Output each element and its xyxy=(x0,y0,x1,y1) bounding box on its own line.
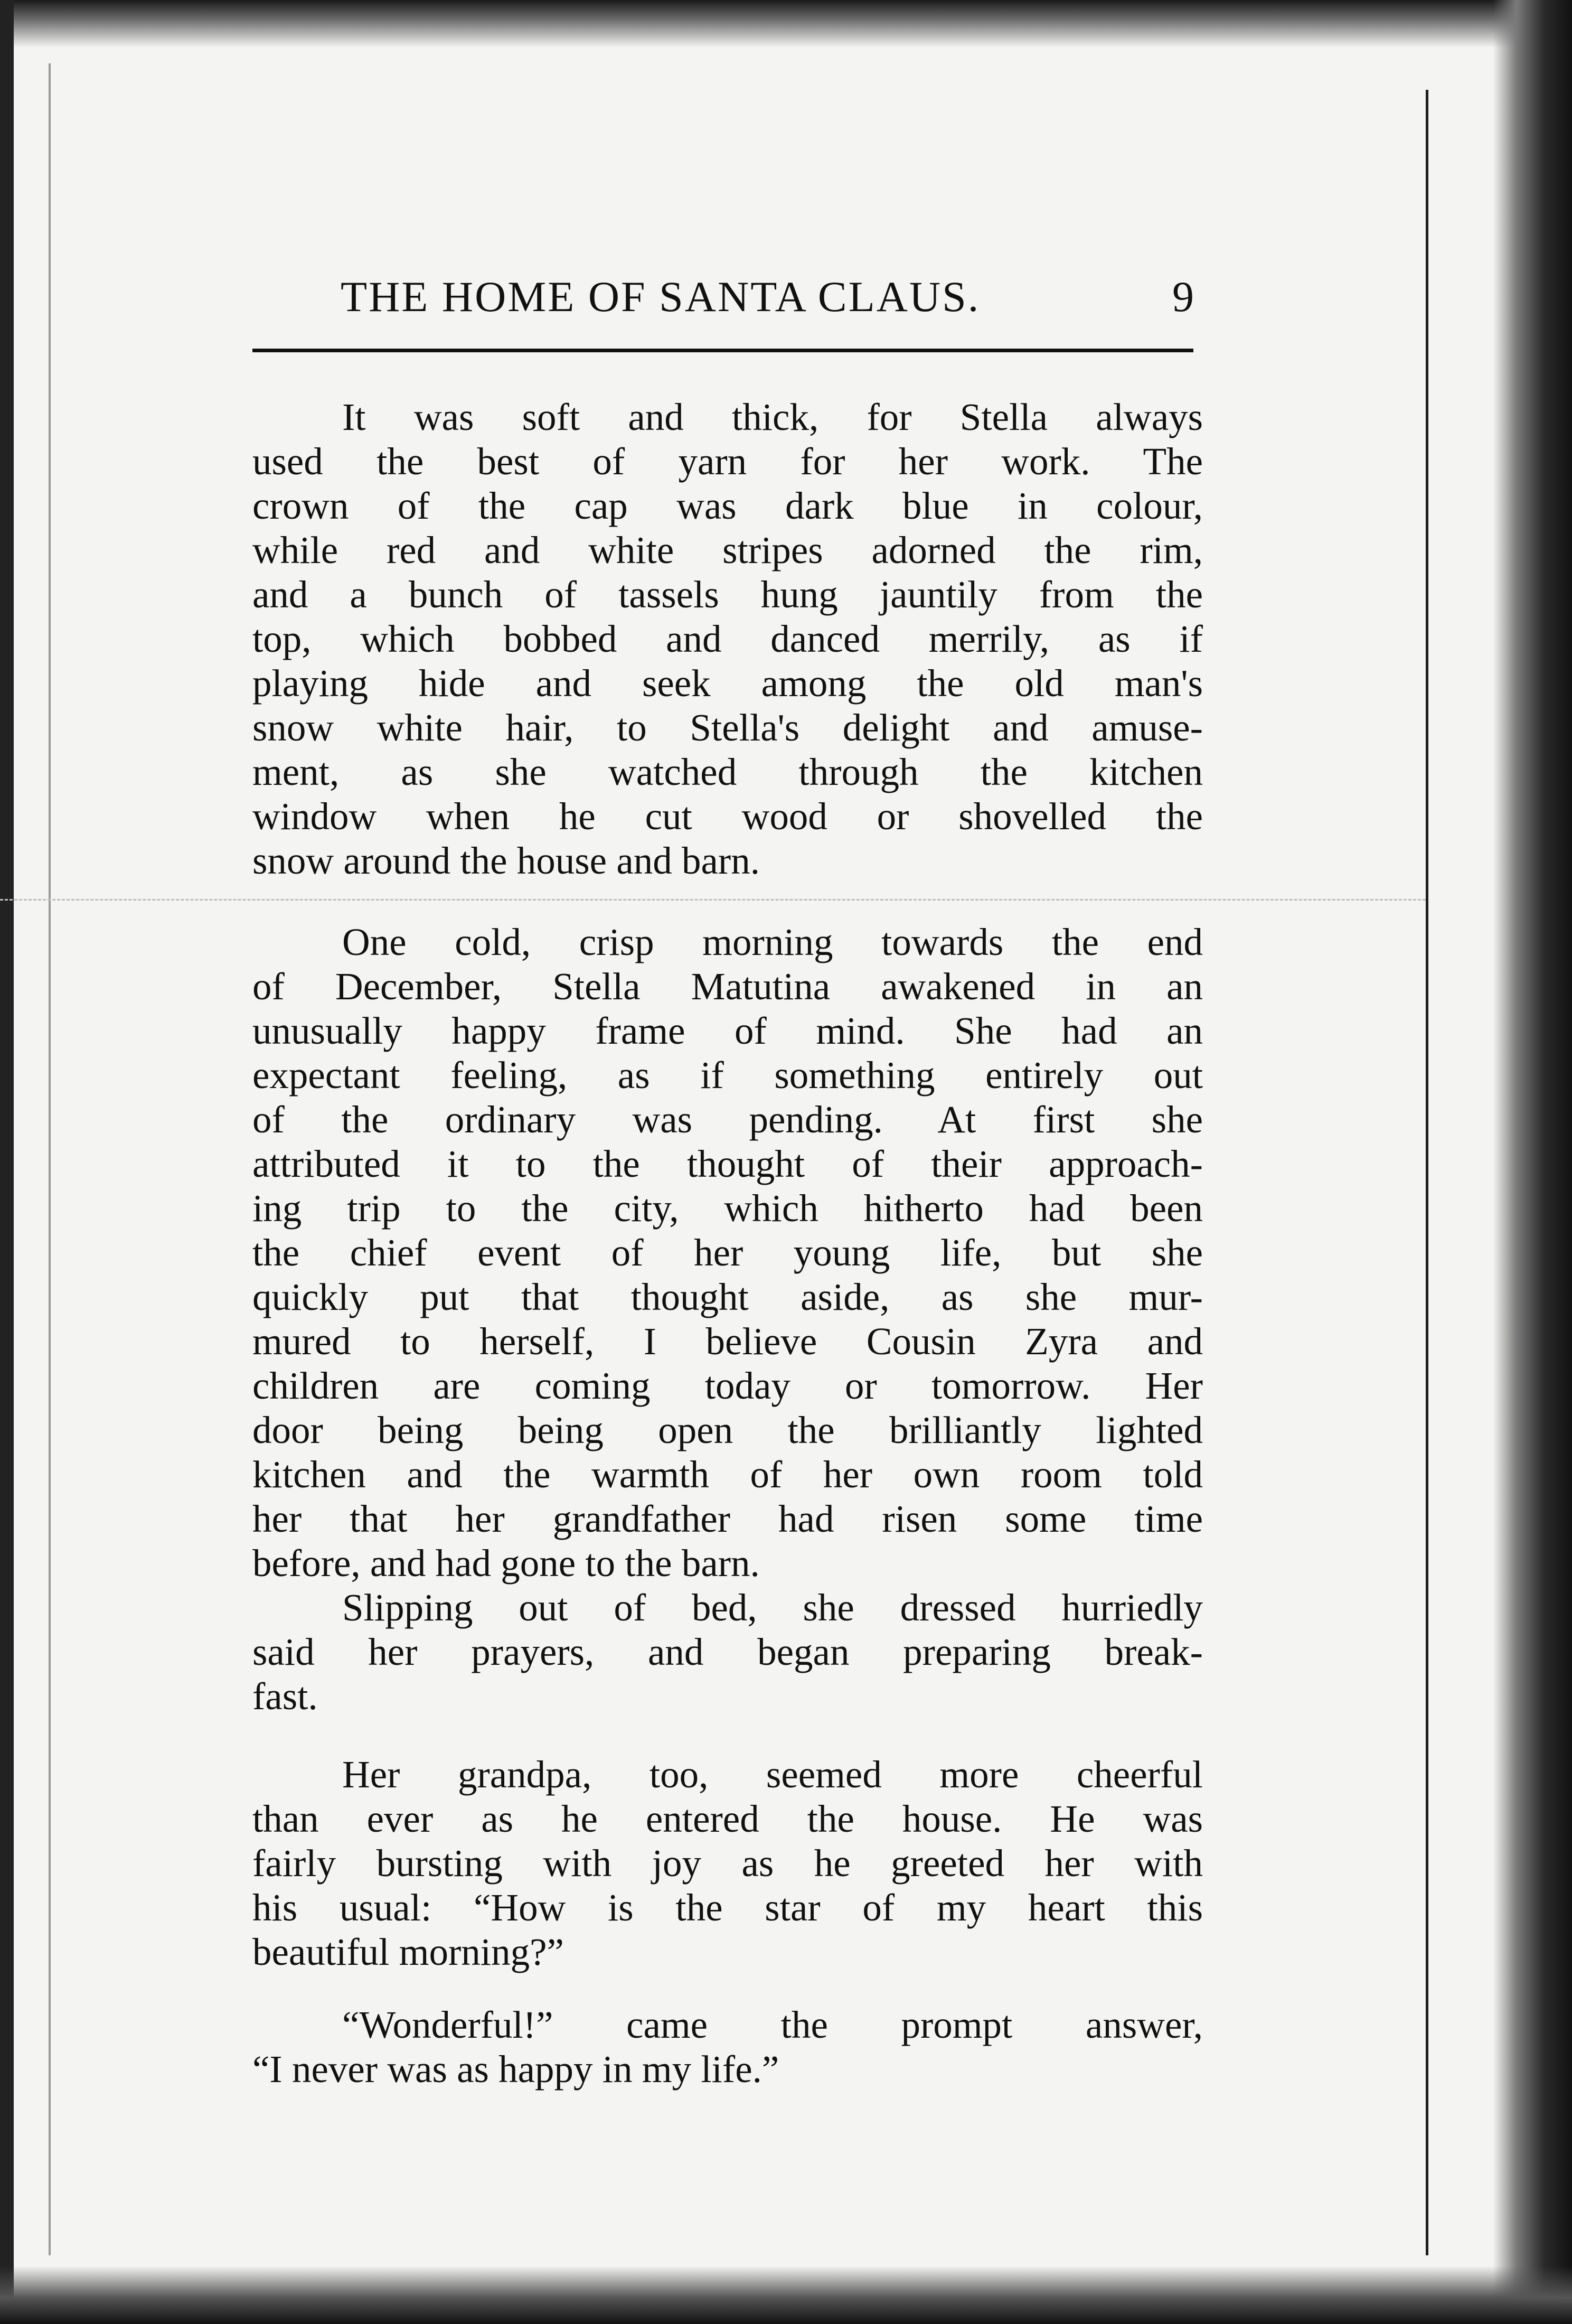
paragraph-4 xyxy=(252,1753,1203,1974)
text-line: “Wonderful!” came the prompt answer, xyxy=(342,2003,1203,2046)
text-line: door being being open the brilliantly lighted xyxy=(252,1409,1203,1451)
scan-edge-top xyxy=(0,0,1572,48)
header-rule xyxy=(252,349,1193,352)
text-line: mured to herself, I believe Cousin Zyra and xyxy=(252,1320,1203,1363)
text-line: kitchen and the warmth of her own room told xyxy=(252,1453,1203,1496)
text-line: One cold, crisp morning towards the end xyxy=(342,921,1203,963)
text-line: It was soft and thick, for Stella always xyxy=(342,396,1203,438)
running-head-title: THE HOME OF SANTA CLAUS. xyxy=(341,273,981,321)
text-line: “I never was as happy in my life.” xyxy=(252,2048,779,2091)
text-line: of December, Stella Matutina awakened in an xyxy=(252,965,1203,1008)
scan-gutter-line xyxy=(49,63,51,2255)
text-line: attributed it to the thought of their approach- xyxy=(252,1142,1203,1185)
paragraph-2 xyxy=(252,920,1203,1586)
scan-edge-right xyxy=(1493,0,1572,2324)
text-line: quickly put that thought aside, as she mur- xyxy=(252,1276,1203,1318)
text-line: said her prayers, and began preparing break- xyxy=(252,1630,1203,1673)
scan-edge-bottom xyxy=(0,2266,1572,2324)
text-line: children are coming today or tomorrow. Her xyxy=(252,1364,1203,1407)
text-line: before, and had gone to the barn. xyxy=(252,1542,760,1585)
text-line: snow around the house and barn. xyxy=(252,839,760,882)
text-line: used the best of yarn for her work. The xyxy=(252,440,1203,483)
paragraph-3 xyxy=(252,1586,1203,1719)
scan-fold-line xyxy=(0,899,1426,901)
text-line: of the ordinary was pending. At first she xyxy=(252,1098,1203,1141)
text-line: fast. xyxy=(252,1675,318,1718)
text-line: top, which bobbed and danced merrily, as if xyxy=(252,617,1203,660)
text-line: than ever as he entered the house. He was xyxy=(252,1797,1203,1840)
text-line: snow white hair, to Stella's delight and amuse- xyxy=(252,706,1203,749)
text-line: playing hide and seek among the old man's xyxy=(252,662,1203,705)
text-line: Her grandpa, too, seemed more cheerful xyxy=(342,1753,1203,1796)
text-line: ing trip to the city, which hitherto had been xyxy=(252,1187,1203,1230)
text-line: crown of the cap was dark blue in colour, xyxy=(252,484,1203,527)
text-line: expectant feeling, as if something entirely out xyxy=(252,1054,1203,1097)
text-line: window when he cut wood or shovelled the xyxy=(252,795,1203,838)
text-line: fairly bursting with joy as he greeted her with xyxy=(252,1842,1203,1885)
text-line: beautiful morning?” xyxy=(252,1931,564,1973)
paragraph-5 xyxy=(252,2003,1203,2092)
text-line: while red and white stripes adorned the rim, xyxy=(252,529,1203,571)
page-number: 9 xyxy=(1172,273,1196,321)
text-line: his usual: “How is the star of my heart this xyxy=(252,1886,1203,1929)
text-line: unusually happy frame of mind. She had an xyxy=(252,1009,1203,1052)
text-line: the chief event of her young life, but she xyxy=(252,1231,1203,1274)
running-head xyxy=(248,272,1199,325)
text-line: Slipping out of bed, she dressed hurriedly xyxy=(342,1586,1203,1629)
text-line: her that her grandfather had risen some time xyxy=(252,1497,1203,1540)
text-line: and a bunch of tassels hung jauntily from the xyxy=(252,573,1203,616)
scan-edge-left xyxy=(0,0,14,2324)
scan-page-edge-line xyxy=(1426,90,1428,2255)
paragraph-1 xyxy=(252,395,1203,883)
text-line: ment, as she watched through the kitchen xyxy=(252,751,1203,793)
